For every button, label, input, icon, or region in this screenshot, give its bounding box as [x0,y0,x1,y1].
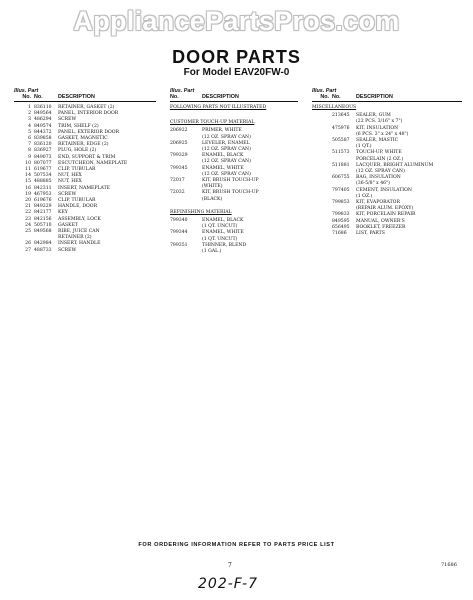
part-number: 842311 [34,185,52,191]
part-description: ESCUTCHEON, NAMEPLATE [58,160,128,166]
part-description: KIT, INSULATION [356,125,399,131]
part-description: (1 OZ.) [356,193,373,199]
part-number: 799344 [170,230,188,236]
part-description: (1 QT. UNCUT) [202,224,238,230]
touch-up-list [170,128,298,202]
ordering-note: FOR ORDERING INFORMATION REFER TO PARTS PRICE LIST [138,542,335,548]
part-number: 807077 [34,160,52,166]
part-description: SCREW [58,191,77,197]
illus-part-label: Illus. Part [14,88,39,94]
part-description: (12 OZ. SPRAY CAN) [356,169,405,175]
part-number: 799351 [170,242,188,248]
part-number: 511573 [332,150,350,156]
part-number: 799345 [170,165,188,171]
part-number: 836927 [34,148,52,154]
illus-number: 25 [25,229,31,235]
illus-number: 8 [28,148,31,154]
part-number: 842156 [34,216,52,222]
document-number: 71686 [441,562,457,568]
illus-number: 6 [28,136,31,142]
part-description: BAG, INSULATION [356,175,401,181]
illus-number: 4 [28,123,31,129]
page-title: DOOR PARTS [172,47,301,67]
part-description: ENAMEL, BLACK [202,218,244,224]
part-description: (6 PCS. 3" x 24" x 48") [356,131,409,137]
refinishing-section-title: REFINISHING MATERIAL [170,209,232,215]
part-number: 799340 [170,218,188,224]
part-number: 507534 [34,173,52,179]
part-description: (12 OZ. SPRAY CAN) [202,171,251,177]
header-rule [170,101,298,102]
illus-number: 9 [28,154,31,160]
part-description: (12 OZ. SPRAY CAN) [202,159,251,165]
part-number: 505710 [34,222,52,228]
part-description: RIBE, JUICE CAN [58,229,100,235]
part-description: RETAINER (2) [58,235,92,241]
header-rule [14,101,156,102]
miscellaneous-section-title: MISCELLANEOUS [312,105,357,110]
part-description: (1 QT.) [356,144,372,150]
part-description: SEALER, GUM [356,113,391,119]
part-number: 849564 [34,111,52,117]
illus-number [312,231,332,237]
part-description: LIST, PARTS [356,231,385,237]
part-description: KIT, BRUSH TOUCH-UP [202,178,259,184]
part-description: SEALER, MASTIC [356,138,399,144]
part-description: TRIM, SHELF (2) [58,123,99,129]
part-description: (1 GAL.) [202,249,222,255]
illus-number: 23 [25,216,31,222]
column-2-header [170,88,298,102]
part-description: GASKET [58,222,78,228]
part-description: (22 PCS. 3/16" x 7") [356,119,403,125]
illus-number: 21 [25,204,31,210]
part-number [170,249,202,255]
illus-number: 20 [25,198,31,204]
part-number: 72017 [170,178,185,184]
touch-up-section-title: CUSTOMER TOUCH-UP MATERIAL [170,120,255,126]
page-subtitle: For Model EAV20FW-0 [183,67,290,78]
parts-list [14,105,156,254]
illus-number: 27 [25,247,31,253]
description-label: DESCRIPTION [202,94,239,100]
illus-no-label: No. [22,94,31,100]
part-description: END, SUPPORT & TRIM [58,154,116,160]
column-1-header [14,88,156,102]
part-description: MANUAL, OWNER'S [356,218,405,224]
part-description: KIT, EVAPORATOR [356,200,400,206]
part-description: (12 OZ. SPRAY CAN) [202,147,251,153]
part-number: 488733 [34,247,52,253]
part-number: 799833 [332,212,350,218]
part-description: GASKET, MAGNETIC [58,136,108,142]
part-description: KEY [58,210,68,216]
miscellaneous-list [312,113,462,237]
illus-number: 3 [28,117,31,123]
part-description: (WHITE) [202,184,223,190]
part-number: 72032 [170,190,185,196]
part-description: (1 QT. UNCUT) [202,236,238,242]
not-illustrated-note: FOLLOWING PARTS NOT ILLUSTRATED [170,105,267,110]
part-description: CLIP, TUBULAR [58,167,96,173]
illus-number: 11 [25,167,31,173]
part-number: 849229 [34,204,52,210]
part-description: PANEL, INTERIOR DOOR [58,111,119,117]
part-number: 206925 [170,140,188,146]
column-2 [170,88,298,255]
part-description: SCREW [58,117,77,123]
part-number: 656495 [332,224,350,230]
part-number: 842984 [34,241,52,247]
part-number: 849073 [34,154,52,160]
part-description: ASSEMBLY, LOCK [58,216,101,222]
part-description: KIT, PORCELAIN REPAIR [356,212,416,218]
part-number: 206922 [170,128,188,134]
part-number: 467953 [34,191,52,197]
part-description: NUT, HEX [58,179,82,185]
illus-no-label: No. [320,94,329,100]
part-description: KIT, BRUSH TOUCH-UP [202,190,259,196]
illus-number: 10 [25,160,31,166]
part-number: 475976 [332,125,350,131]
part-number: 844372 [34,129,52,135]
part-number: 619676 [34,198,52,204]
illus-number: 24 [25,222,31,228]
part-description: INSERT, HANDLE [58,241,101,247]
part-number: 839858 [34,136,52,142]
part-description: PORCELAIN (2 OZ.) [356,156,404,162]
part-description: ENAMEL, WHITE [202,165,244,171]
part-description: PANEL, EXTERIOR DOOR [58,129,120,135]
part-no-label: No. [34,94,43,100]
part-number: 799853 [332,200,350,206]
part-number: 849568 [34,229,52,235]
column-3 [312,88,462,237]
list-item [170,197,298,203]
part-description: PLUG, HOLE (2) [58,148,97,154]
part-description: (12 OZ. SPRAY CAN) [202,134,251,140]
list-item [312,231,462,237]
part-no-label: No. [332,94,341,100]
illus-number: 7 [28,142,31,148]
part-number: 849595 [332,218,350,224]
illus-number: 19 [25,191,31,197]
part-number: 836120 [34,142,52,148]
part-description: NUT, HEX [58,173,82,179]
illus-part-label: Illus. Part [312,88,337,94]
illus-number: 2 [28,111,31,117]
part-number: 511881 [332,162,350,168]
part-description: CEMENT, INSULATION [356,187,412,193]
illus-number: 15 [25,179,31,185]
column-3-header [312,88,462,102]
part-number: 619677 [34,167,52,173]
description-label: DESCRIPTION [58,94,95,100]
part-description: THINNER, BLEND [202,242,247,248]
illus-number: 14 [25,173,31,179]
part-description: (REPAIR ALUM. EPOXY) [356,206,414,212]
part-number: 213645 [332,113,350,119]
part-description: PRIMER, WHITE [202,128,242,134]
part-description: (BLACK) [202,196,223,202]
column-1 [14,88,156,254]
part-number: 836110 [34,105,52,110]
illus-part-label: Illus. Part [170,88,195,94]
part-description: RETAINER, GASKET (2) [58,105,115,110]
part-no-label: No. [170,94,179,100]
part-number: 797405 [332,187,350,193]
illus-number: 26 [25,241,31,247]
illus-number: 1 [28,105,31,110]
refinishing-list [170,218,298,255]
part-description: (36-5/8" x 46") [356,181,390,187]
part-number: 799329 [170,153,188,159]
part-number: 488885 [34,179,52,185]
list-item [14,248,156,254]
illus-number: 5 [28,129,31,135]
header-rule [312,101,462,102]
handwritten-note: 202-F-7 [198,576,259,592]
part-description: LACQUER, BRIGHT ALUMINUM [356,162,434,168]
part-number: 486294 [34,117,52,123]
part-description: ENAMEL, WHITE [202,230,244,236]
list-item [170,249,298,255]
part-description: SCREW [58,247,77,253]
part-number: 71686 [332,231,347,237]
page-number: 7 [228,562,232,569]
part-description: HANDLE, DOOR [58,204,98,210]
description-label: DESCRIPTION [356,94,393,100]
part-description: RETAINER, EDGE (2) [58,142,109,148]
part-description: BOOKLET, FREEZER [356,224,406,230]
illus-number: 16 [25,185,31,191]
part-number: 842177 [34,210,52,216]
part-number: 849574 [34,123,52,129]
part-number [170,197,202,203]
part-number: 606755 [332,175,350,181]
part-description: LEVELER, ENAMEL [202,140,250,146]
part-description: CLIP, TUBULAR [58,198,96,204]
part-number: 505587 [332,138,350,144]
watermark: AppliancePartsPros.com [73,6,400,36]
illus-number: 22 [25,210,31,216]
part-description: INSERT, NAMEPLATE [58,185,111,191]
part-description: TOUCH-UP, WHITE [356,150,402,156]
part-description: ENAMEL, BLACK [202,153,244,159]
